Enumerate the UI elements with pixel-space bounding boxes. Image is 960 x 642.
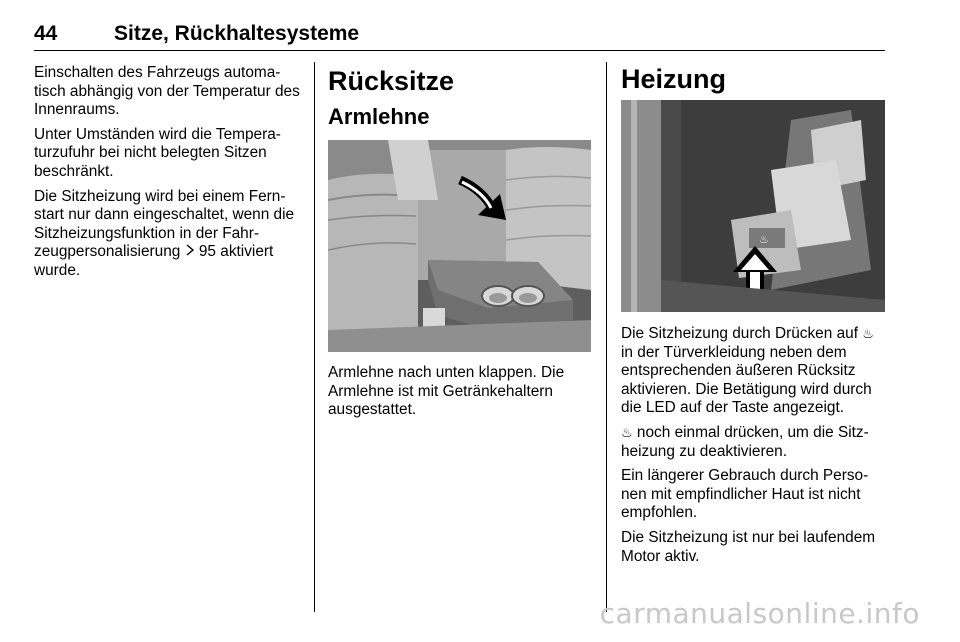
col1-paragraph-3: [34, 188, 306, 281]
column-divider-1: [314, 62, 315, 612]
heating-text: [621, 325, 889, 572]
subsection-heading: Armlehne: [328, 104, 430, 129]
page-reference-arrow-icon[interactable]: [185, 243, 195, 262]
heating-paragraph-1-text: Die Sitzheizung durch Drücken auf: [621, 325, 863, 342]
column-divider-2: [606, 62, 607, 612]
col1-paragraph-3-tail: 95 aktiviert wurde.: [34, 243, 274, 279]
seat-heating-icon: ♨: [621, 424, 633, 440]
page-header: [34, 22, 884, 50]
heating-paragraph-2-text: noch einmal drücken, um die Sitz-heizung zu deaktivieren.: [621, 423, 869, 460]
column-3: [621, 64, 889, 94]
armrest-illustration: [328, 140, 591, 352]
col1-paragraph-2: Unter Umständen wird die Tempera-turzufuhr bei nicht belegten Sitzen beschränkt.: [34, 125, 281, 180]
seat-heating-icon: ♨: [862, 326, 874, 341]
heating-paragraph-3: Ein längerer Gebrauch durch Perso-nen mit empfindlicher Haut ist nicht empfohlen.: [621, 467, 869, 522]
watermark: carmanualsonline.info: [599, 597, 920, 630]
heating-paragraph-4: Die Sitzheizung ist nur bei laufendem Motor aktiv.: [621, 528, 876, 565]
heating-heading: Heizung: [621, 64, 726, 94]
seat-heating-switch-illustration: [621, 100, 885, 312]
page-title: Sitze, Rückhaltesysteme: [114, 22, 360, 45]
col1-paragraph-3-text: Die Sitzheizung wird bei einem Fern-start nur dann eingeschaltet, wenn die Sitzheizungsfunktion in der Fahr-zeugpersonalisierung: [34, 187, 295, 261]
heating-paragraph-2: [621, 424, 889, 461]
header-rule: [34, 50, 885, 51]
section-heading: Rücksitze: [328, 66, 455, 96]
heating-paragraph-1-tail: in der Türverkleidung neben dem entsprechenden äußeren Rücksitz aktivieren. Die Betätigung wird durch die LED auf der Taste angezeigt.: [621, 343, 872, 417]
armrest-caption: Armlehne nach unten klappen. Die Armlehne ist mit Getränkehaltern ausgestattet.: [328, 364, 565, 419]
column-2: [328, 64, 590, 130]
col1-paragraph-1: Einschalten des Fahrzeugs automa-tisch abhängig von der Temperatur des Innenraums.: [34, 64, 300, 119]
svg-text:♨: ♨: [759, 233, 769, 246]
column-1: [34, 64, 306, 287]
heating-paragraph-1: [621, 325, 889, 418]
page-number: 44: [34, 22, 58, 45]
